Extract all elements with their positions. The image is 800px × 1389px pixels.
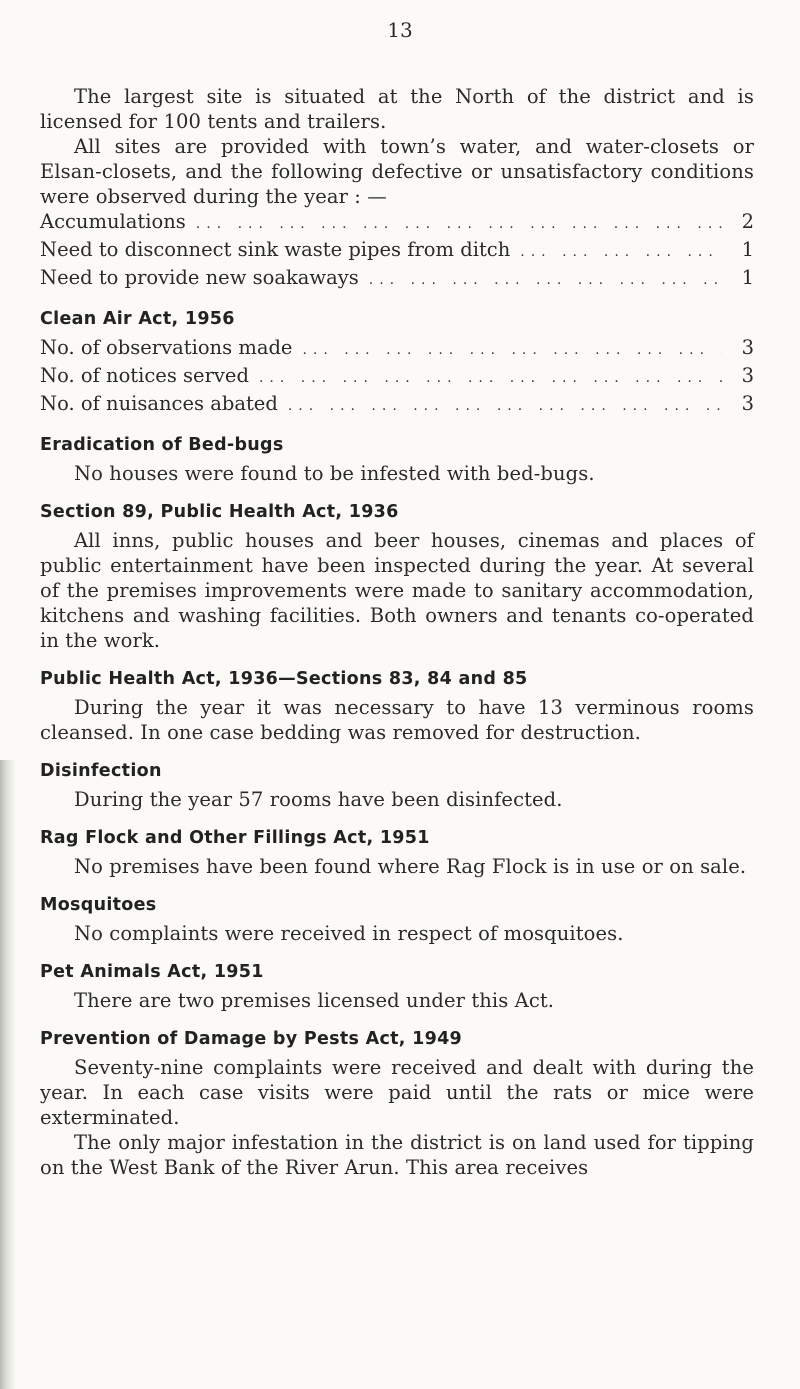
list-item bbox=[40, 209, 754, 237]
item-label: Need to provide new soakaways bbox=[40, 266, 359, 289]
leader-dots bbox=[196, 212, 722, 237]
page-edge-shadow bbox=[0, 760, 16, 1389]
list-item bbox=[40, 237, 754, 265]
item-label: Accumulations bbox=[40, 210, 186, 233]
item-label: No. of nuisances abated bbox=[40, 392, 278, 415]
intro-paragraph-1: The largest site is situated at the North of the district and is licensed for 100 tents and trailers. bbox=[40, 85, 754, 133]
list-item bbox=[40, 391, 754, 419]
item-value: 2 bbox=[741, 210, 754, 233]
page-number: 13 bbox=[387, 18, 413, 42]
item-label: No. of notices served bbox=[40, 364, 249, 387]
pests-paragraph-1: Seventy-nine complaints were received and dealt with during the year. In each case visits were paid until the rats or mice were exterminated. bbox=[40, 1056, 754, 1129]
disinfection-heading: Disinfection bbox=[40, 761, 162, 781]
sections83-heading: Public Health Act, 1936—Sections 83, 84 and 85 bbox=[40, 669, 528, 689]
disinfection-text: During the year 57 rooms have been disinfected. bbox=[74, 788, 563, 811]
pests-paragraph-2: The only major infestation in the district is on land used for tipping on the West Bank of the River Arun. This area receives bbox=[40, 1131, 754, 1179]
mosquitoes-text: No complaints were received in respect of mosquitoes. bbox=[74, 922, 624, 945]
item-value: 1 bbox=[741, 238, 754, 261]
pet-animals-text: There are two premises licensed under this Act. bbox=[74, 989, 555, 1012]
item-label: No. of observations made bbox=[40, 336, 293, 359]
mosquitoes-heading: Mosquitoes bbox=[40, 895, 157, 915]
item-value: 3 bbox=[741, 364, 754, 387]
list-item bbox=[40, 265, 754, 293]
page-content bbox=[40, 84, 754, 1180]
item-value: 3 bbox=[741, 336, 754, 359]
pests-heading: Prevention of Damage by Pests Act, 1949 bbox=[40, 1029, 463, 1049]
list-item bbox=[40, 335, 754, 363]
leader-dots bbox=[288, 394, 722, 419]
leader-dots bbox=[302, 338, 722, 363]
clean-air-list bbox=[40, 335, 754, 419]
item-value: 1 bbox=[741, 266, 754, 289]
rag-flock-heading: Rag Flock and Other Fillings Act, 1951 bbox=[40, 828, 430, 848]
clean-air-heading: Clean Air Act, 1956 bbox=[40, 309, 235, 329]
pet-animals-heading: Pet Animals Act, 1951 bbox=[40, 962, 264, 982]
bedbugs-heading: Eradication of Bed-bugs bbox=[40, 435, 284, 455]
bedbugs-text: No houses were found to be infested with bed-bugs. bbox=[74, 462, 595, 485]
intro-paragraph-2: All sites are provided with town’s water, and water-closets or Elsan-closets, and the following defective or unsatisfactory conditions were observed during the year : — bbox=[40, 135, 754, 208]
leader-dots bbox=[369, 268, 722, 293]
item-value: 3 bbox=[741, 392, 754, 415]
section89-heading: Section 89, Public Health Act, 1936 bbox=[40, 502, 399, 522]
sections83-text: During the year it was necessary to have 13 verminous rooms cleansed. In one case bedding was removed for destruction. bbox=[40, 696, 754, 744]
list-item bbox=[40, 363, 754, 391]
leader-dots bbox=[259, 366, 722, 391]
rag-flock-text: No premises have been found where Rag Flock is in use or on sale. bbox=[74, 855, 747, 878]
caravan-conditions-list bbox=[40, 209, 754, 293]
item-label: Need to disconnect sink waste pipes from ditch bbox=[40, 238, 511, 261]
section89-text: All inns, public houses and beer houses, cinemas and places of public entertainment have been inspected during the year. At several of the premises improvements were made to sanitary accommodation, kitchens and washing facilities. Both owners and tenants co-operated in the work. bbox=[40, 529, 754, 652]
leader-dots bbox=[520, 240, 722, 265]
